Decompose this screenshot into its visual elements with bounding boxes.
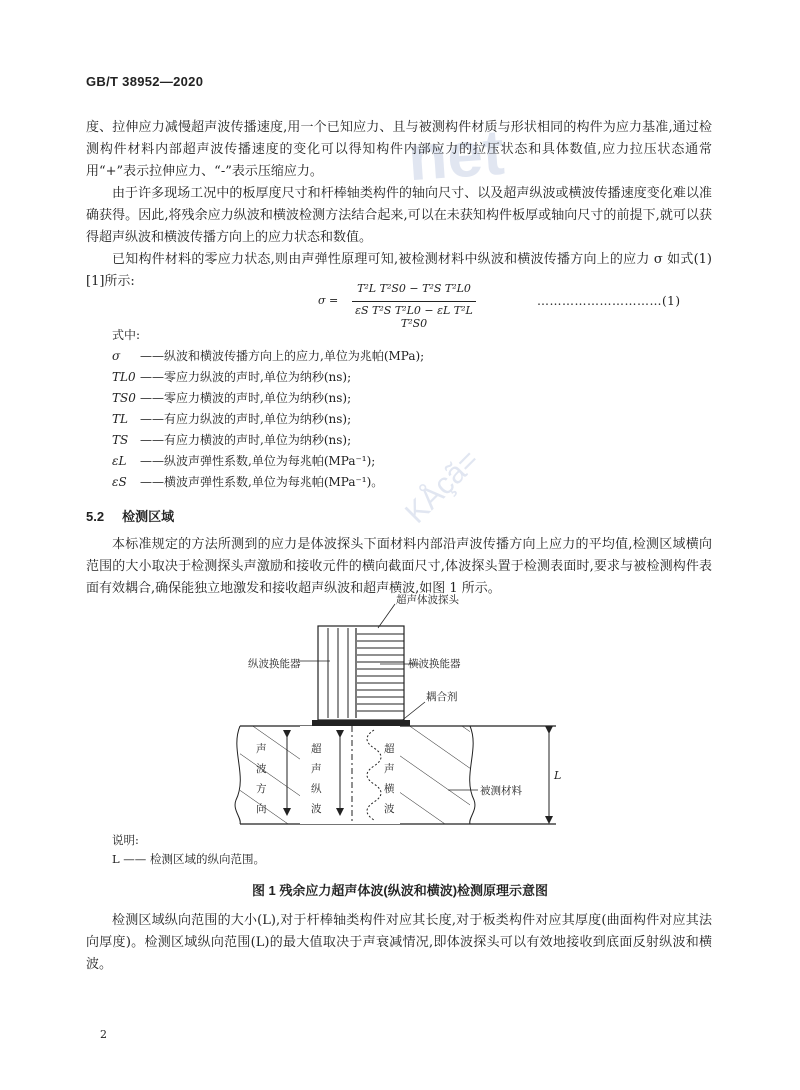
variable-desc: ——横波声弹性系数,单位为每兆帕(MPa⁻¹)。 (140, 475, 384, 489)
vertical-char: 方 (256, 783, 267, 795)
material-label: 被测材料 (480, 785, 522, 797)
variable-symbol: TL0 (112, 370, 136, 384)
vertical-char: 超 (311, 743, 322, 755)
watermark-text-rotated: KÅçã= (399, 443, 486, 530)
couplant-layer (312, 720, 410, 726)
variable-desc: ——零应力横波的声时,单位为纳秒(ns); (140, 391, 352, 405)
intro-paragraph-1: 度、拉伸应力减慢超声波传播速度,用一个已知应力、且与被测构件材质与形状相同的构件为应力基准,通过检测构件材料内部超声波传播速度的变化可以得知构件内部应力的拉压状态和具体数值,应力拉压状态通常用“+”表示拉伸应力、“-”表示压缩应力。 (86, 120, 712, 179)
probe-leader (378, 604, 395, 628)
vertical-char: 超 (384, 743, 395, 755)
equation-lhs: σ = (318, 294, 339, 307)
watermark-text: net (405, 115, 507, 195)
variable-symbol: TL (112, 412, 128, 426)
standard-number: GB/T 38952—2020 (86, 74, 204, 89)
variable-symbol: εL (112, 454, 127, 468)
vertical-char: 波 (384, 803, 395, 815)
legend-title: 说明: (112, 833, 139, 847)
intro-paragraph-2: 由于许多现场工况中的板厚度尺寸和杆棒轴类构件的轴向尺寸、以及超声纵波或横波传播速度变化难以准确获得。因此,将残余应力纵波和横波检测方法结合起来,可以在未获知构件板厚或轴向尺寸的前提下,就可以获得超声纵波和横波传播方向上的应力状态和数值。 (86, 186, 712, 245)
vertical-char: 波 (256, 763, 267, 775)
section-paragraph: 本标准规定的方法所测到的应力是体波探头下面材料内部沿声波传播方向上应力的平均值,检测区域横向范围的大小取决于检测探头声激励和接收元件的横向截面尺寸,体波探头置于检测表面时,要求与被检测构件表面有效耦合,确保能独立地激发和接收超声纵波和超声横波,如图 1 所示。 (86, 537, 712, 596)
variable-desc: ——纵波声弹性系数,单位为每兆帕(MPa⁻¹); (140, 454, 376, 468)
final-paragraph-block (86, 910, 712, 976)
variable-desc: ——零应力纵波的声时,单位为纳秒(ns); (140, 370, 352, 384)
page-number: 2 (100, 1028, 107, 1041)
legend-item: L —— 检测区域的纵向范围。 (112, 852, 265, 866)
probe-housing (318, 626, 404, 720)
variable-symbol: εS (112, 475, 127, 489)
vertical-char: 声 (311, 763, 322, 775)
equation-number: …………………………(1) (537, 294, 681, 308)
equation-numerator: T²L T²S0 − T²S T²L0 (357, 282, 471, 295)
variable-desc: ——有应力纵波的声时,单位为纳秒(ns); (140, 412, 352, 426)
vertical-char: 向 (256, 803, 267, 815)
long-transducer-label: 纵波换能器 (248, 658, 301, 670)
vertical-char: 声 (384, 763, 395, 775)
vertical-char: 纵 (311, 783, 322, 795)
where-label: 式中: (112, 328, 141, 342)
shear-transducer-label: 横波换能器 (408, 658, 461, 670)
final-paragraph: 检测区域纵向范围的大小(L),对于杆棒轴类构件对应其长度,对于板类构件对应其厚度(曲面构件对应其法向厚度)。检测区域纵向范围(L)的最大值取决于声衰减情况,即体波探头可以有效地接收到底面反射纵波和横波。 (86, 913, 712, 972)
couplant-label: 耦合剂 (426, 691, 458, 703)
variable-desc: ——有应力横波的声时,单位为纳秒(ns); (140, 433, 352, 447)
material-right-break (470, 726, 475, 824)
vertical-char: 波 (311, 803, 322, 815)
variable-desc: ——纵波和横波传播方向上的应力,单位为兆帕(MPa); (140, 349, 425, 363)
long-wave-column (300, 726, 352, 824)
section-number: 5.2 (86, 509, 105, 524)
intro-paragraph-3: 已知构件材料的零应力状态,则由声弹性原理可知,被检测材料中纵波和横波传播方向上的应力 σ 如式(1)[1]所示: (86, 252, 712, 289)
section-title: 检测区域 (122, 509, 175, 524)
probe-label: 超声体波探头 (396, 594, 459, 606)
material-left-break (235, 726, 240, 824)
equation-denominator: εS T²S T²L0 − εL T²L T²S0 (355, 304, 473, 330)
variable-symbol: TS0 (112, 391, 136, 405)
figure-caption: 图 1 残余应力超声体波(纵波和横波)检测原理示意图 (251, 883, 549, 898)
vertical-char: 声 (256, 743, 267, 755)
variable-symbol: TS (112, 433, 129, 447)
length-label: L (554, 769, 562, 782)
variable-symbol: σ (112, 349, 121, 363)
vertical-char: 横 (384, 783, 395, 795)
